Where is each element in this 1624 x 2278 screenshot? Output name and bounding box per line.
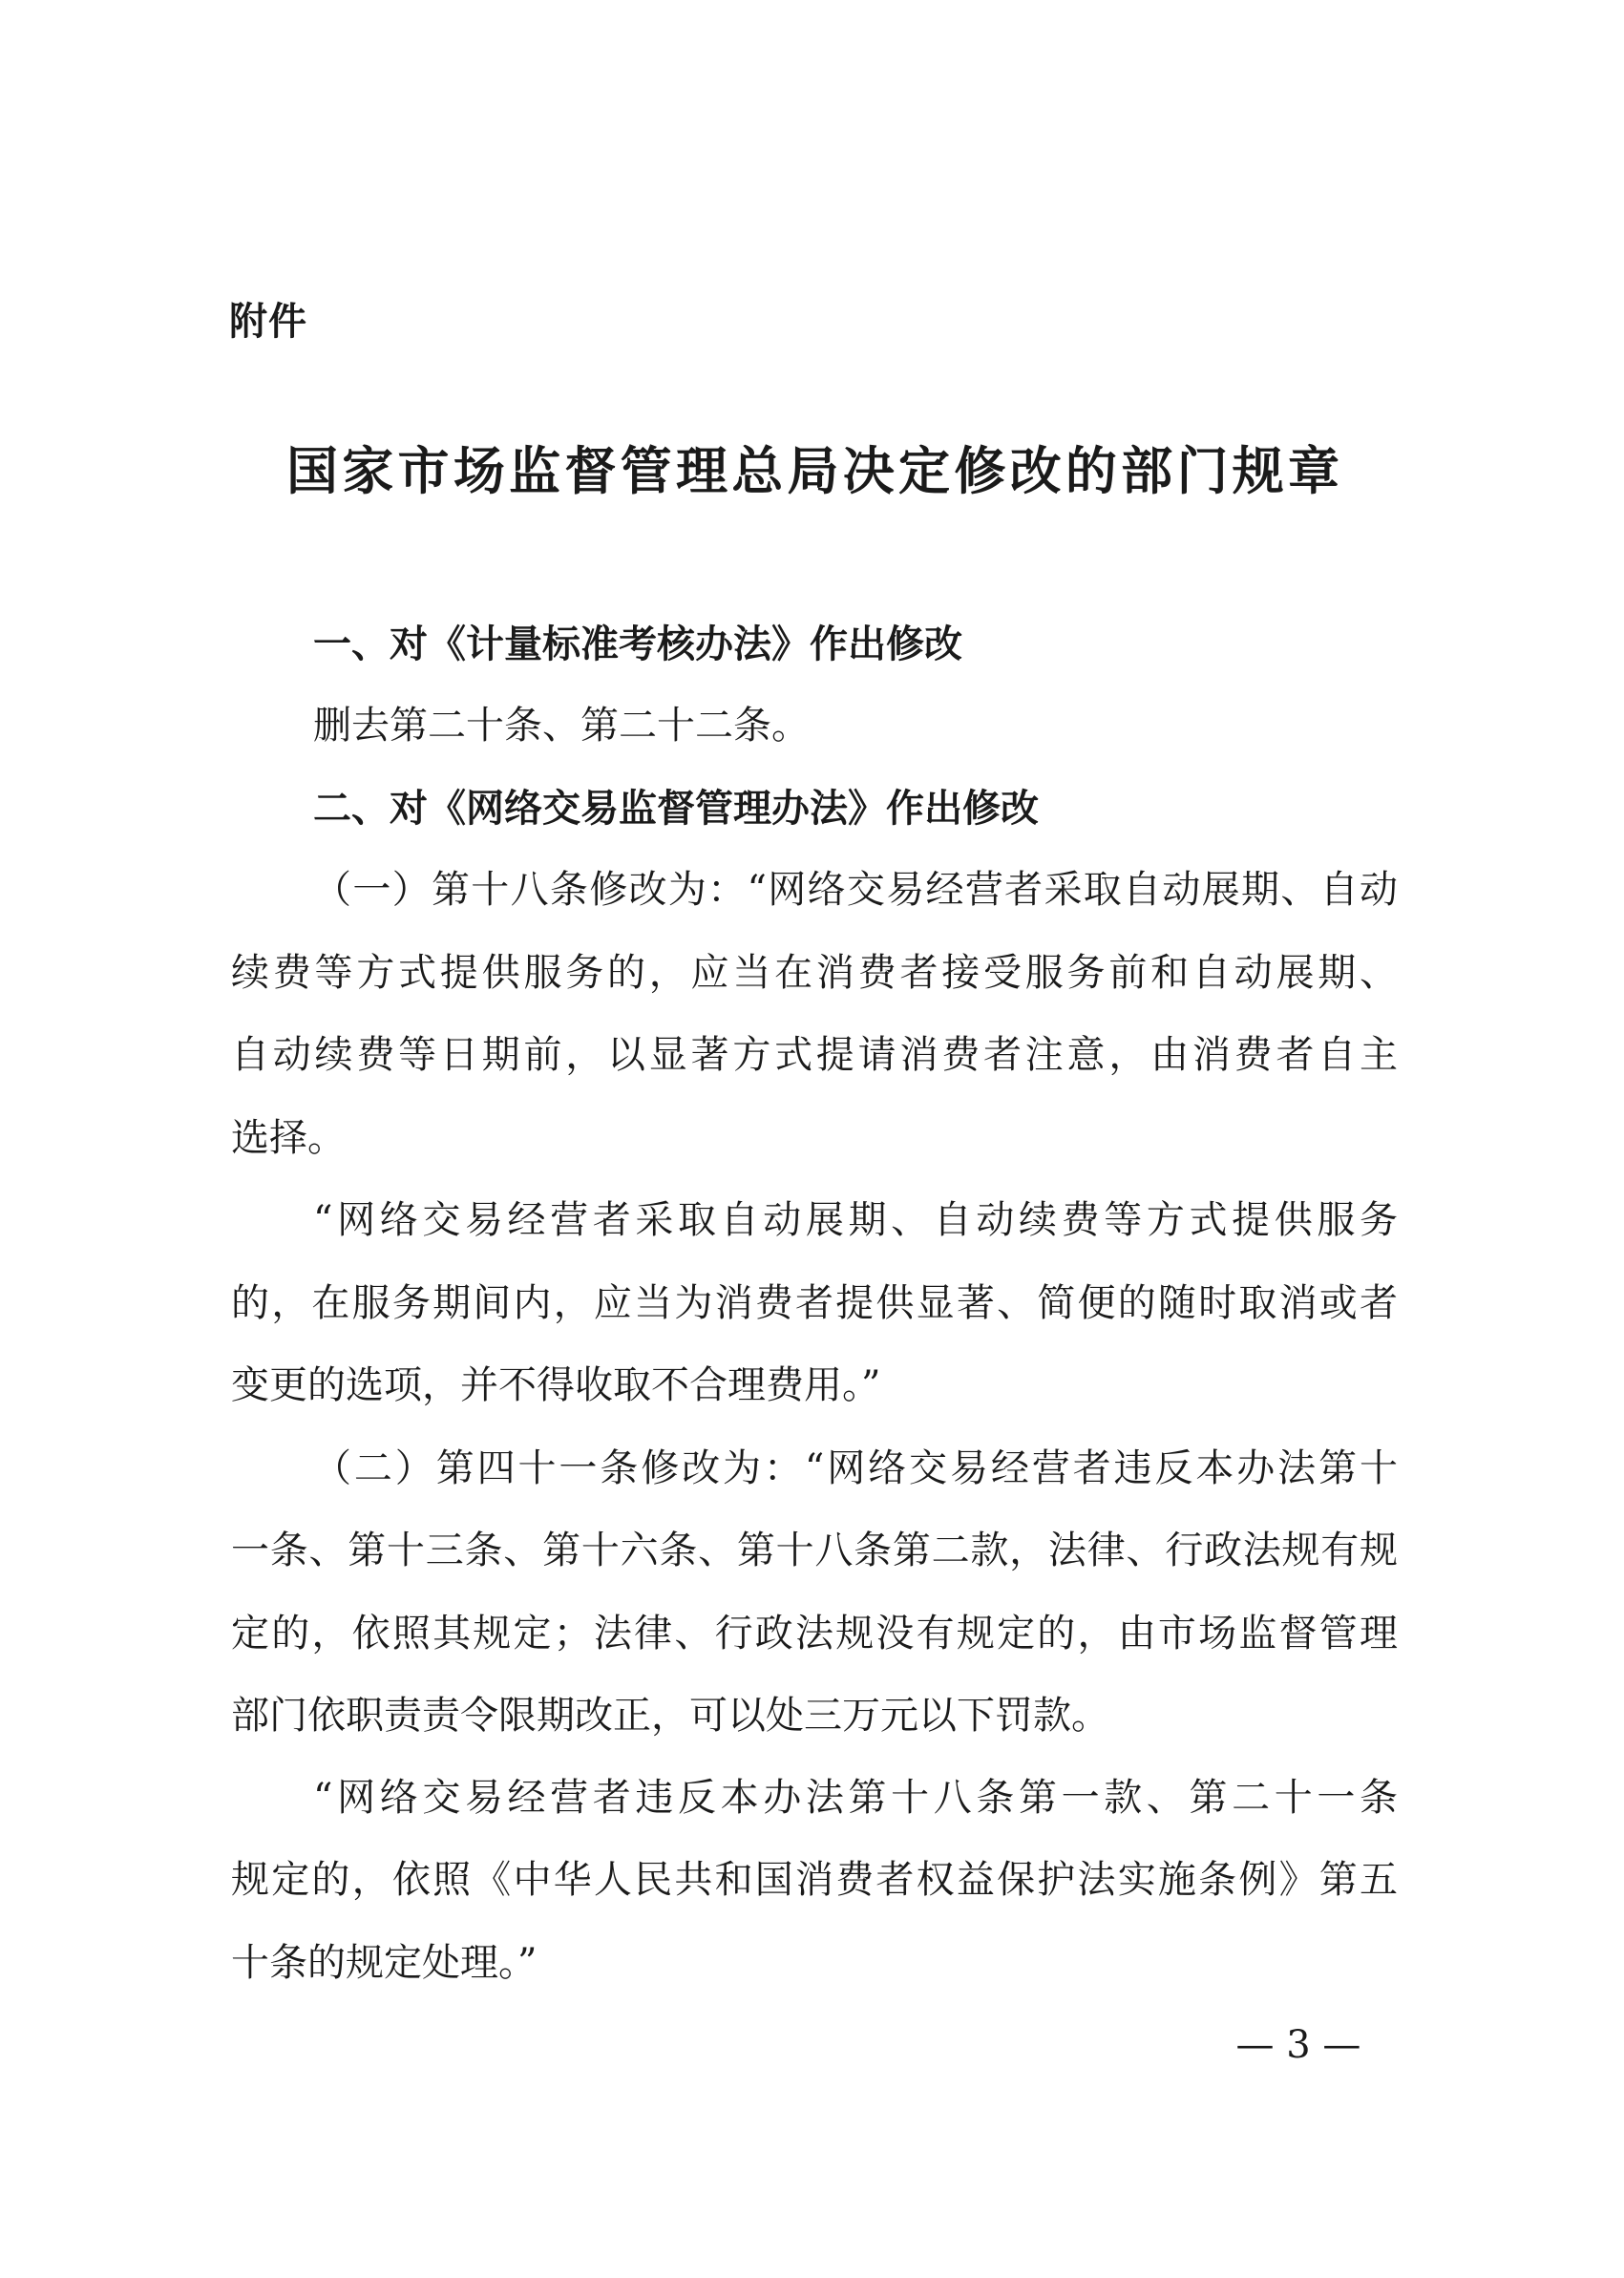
paragraph-line: “网络交易经营者违反本办法第十八条第一款、第二十一条 xyxy=(313,1776,1398,1820)
paragraph-line: 的，在服务期间内，应当为消费者提供显著、简便的随时取消或者 xyxy=(231,1281,1398,1325)
paragraph-line: 十条的规定处理。” xyxy=(231,1941,538,1985)
document-title: 国家市场监督管理总局决定修改的部门规章 xyxy=(286,441,1342,500)
paragraph-line: 定的，依照其规定；法律、行政法规没有规定的，由市场监督管理 xyxy=(231,1612,1398,1656)
paragraph-line: 规定的，依照《中华人民共和国消费者权益保护法实施条例》第五 xyxy=(231,1858,1398,1902)
paragraph-line: 续费等方式提供服务的，应当在消费者接受服务前和自动展期、 xyxy=(231,951,1398,995)
section-heading-2: 二、对《网络交易监督管理办法》作出修改 xyxy=(313,787,1039,831)
section-heading-1: 一、对《计量标准考核办法》作出修改 xyxy=(313,622,962,666)
paragraph-line: 选择。 xyxy=(231,1116,346,1160)
paragraph-line: 变更的选项，并不得收取不合理费用。” xyxy=(231,1363,881,1407)
paragraph-line: （一）第十八条修改为：“网络交易经营者采取自动展期、自动 xyxy=(313,868,1398,912)
paragraph-line: 删去第二十条、第二十二条。 xyxy=(313,704,810,748)
paragraph-line: “网络交易经营者采取自动展期、自动续费等方式提供服务 xyxy=(313,1198,1398,1242)
attachment-label: 附件 xyxy=(229,300,307,344)
page-number: — 3 — xyxy=(1235,2023,1361,2067)
paragraph-line: （二）第四十一条修改为：“网络交易经营者违反本办法第十 xyxy=(313,1446,1398,1490)
paragraph-line: 自动续费等日期前，以显著方式提请消费者注意，由消费者自主 xyxy=(231,1033,1398,1077)
paragraph-line: 一条、第十三条、第十六条、第十八条第二款，法律、行政法规有规 xyxy=(231,1529,1398,1572)
paragraph-line: 部门依职责责令限期改正，可以处三万元以下罚款。 xyxy=(231,1694,1109,1738)
